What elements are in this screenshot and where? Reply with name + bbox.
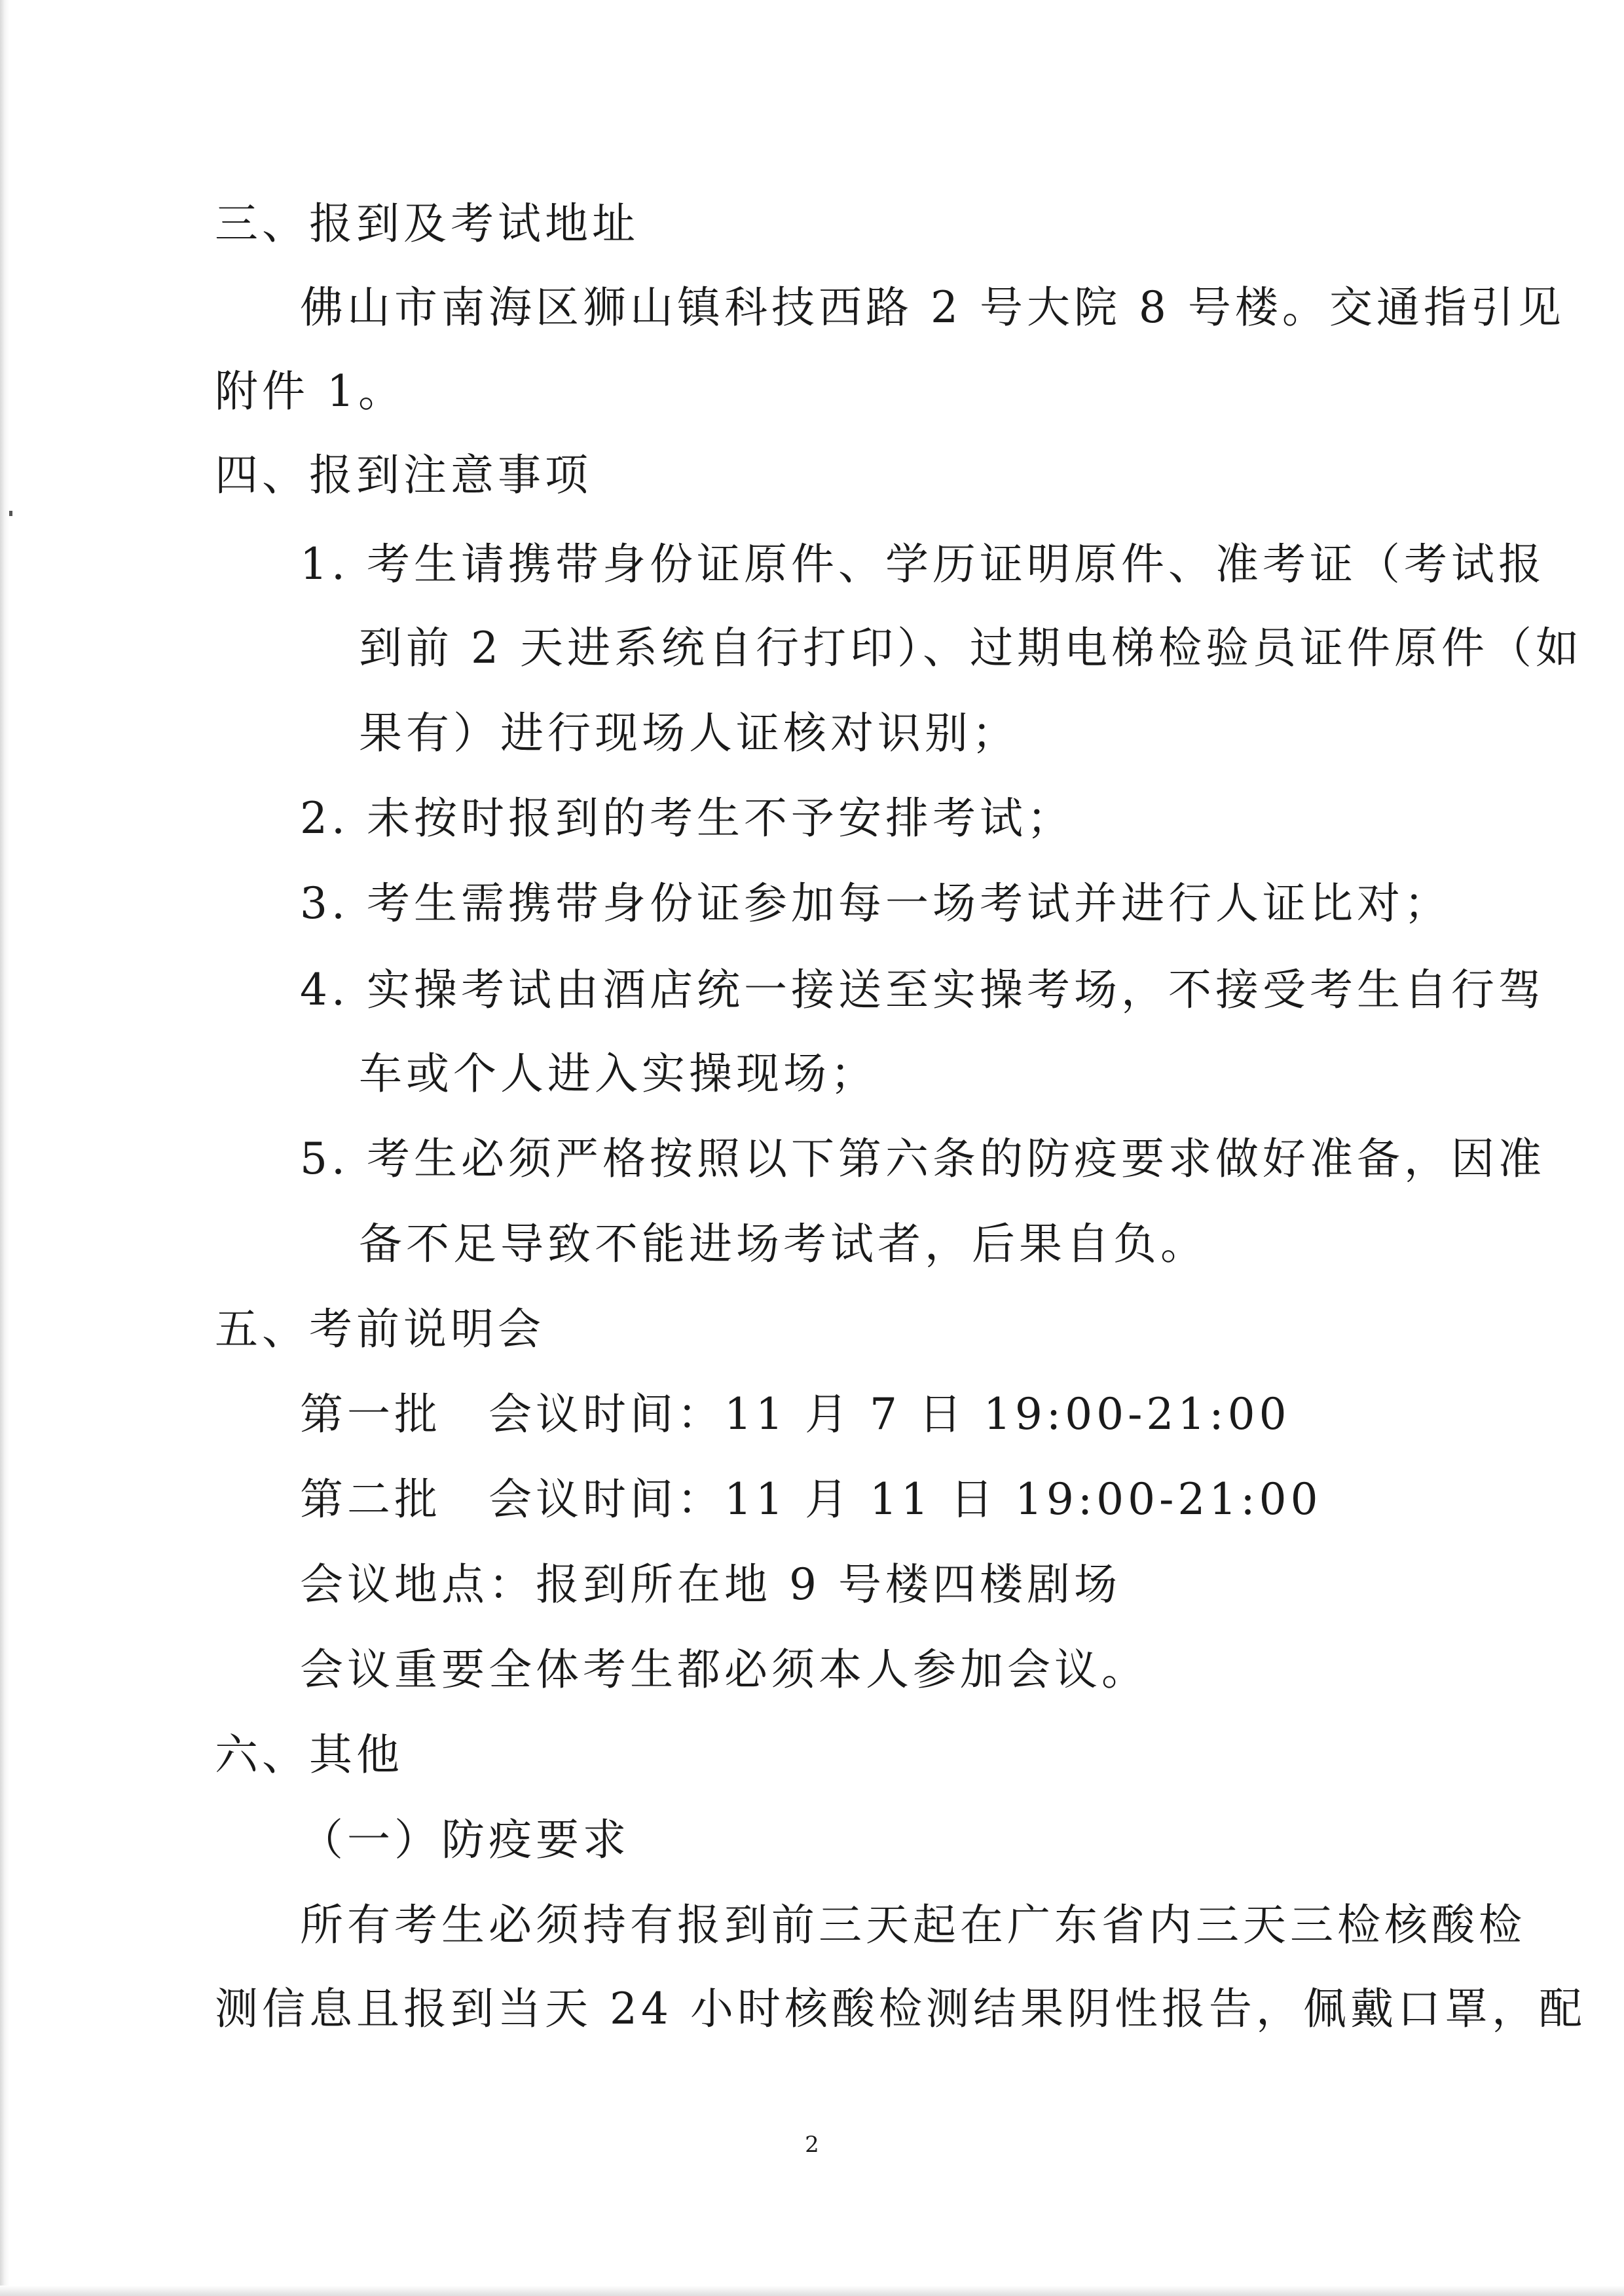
meeting-attendance-note: 会议重要全体考生都必须本人参加会议。	[300, 1644, 1149, 1695]
scan-edge-shadow	[0, 0, 9, 2296]
meeting-batch-2: 第二批 会议时间：11 月 11 日 19:00-21:00	[300, 1474, 1322, 1525]
scan-edge-shadow	[0, 2286, 1624, 2296]
notice-item-1-continuation: 到前 2 天进系统自行打印）、过期电梯检验员证件原件（如	[359, 623, 1583, 673]
notice-item-4: 4. 实操考试由酒店统一接送至实操考场，不接受考生自行驾	[300, 965, 1545, 1015]
epidemic-paragraph-continuation: 测信息且报到当天 24 小时核酸检测结果阴性报告，佩戴口罩，配	[215, 1984, 1586, 2034]
subheading-epidemic-requirements: （一）防疫要求	[300, 1815, 630, 1865]
meeting-location: 会议地点：报到所在地 9 号楼四楼剧场	[300, 1559, 1121, 1610]
meeting-batch-1: 第一批 会议时间：11 月 7 日 19:00-21:00	[300, 1389, 1291, 1439]
notice-item-5-continuation: 备不足导致不能进场考试者，后果自负。	[359, 1219, 1208, 1269]
address-paragraph-continuation: 附件 1。	[215, 366, 405, 417]
heading-registration-address: 三、报到及考试地址	[215, 198, 639, 249]
notice-item-5: 5. 考生必须严格按照以下第六条的防疫要求做好准备，因准	[300, 1134, 1545, 1184]
notice-item-1-continuation: 果有）进行现场人证核对识别；	[359, 708, 1019, 758]
heading-registration-notes: 四、报到注意事项	[215, 450, 592, 500]
notice-item-1: 1. 考生请携带身份证原件、学历证明原件、准考证（考试报	[300, 539, 1545, 589]
notice-item-4-continuation: 车或个人进入实操现场；	[359, 1048, 877, 1099]
scan-speck	[9, 511, 12, 516]
heading-other: 六、其他	[215, 1730, 403, 1780]
epidemic-paragraph: 所有考生必须持有报到前三天起在广东省内三天三检核酸检	[300, 1900, 1526, 1950]
page-number: 2	[805, 2132, 819, 2158]
notice-item-2: 2. 未按时报到的考生不予安排考试；	[300, 793, 1074, 843]
notice-item-3: 3. 考生需携带身份证参加每一场考试并进行人证比对；	[300, 878, 1451, 929]
heading-pre-exam-meeting: 五、考前说明会	[215, 1304, 545, 1354]
address-paragraph: 佛山市南海区狮山镇科技西路 2 号大院 8 号楼。交通指引见	[300, 282, 1565, 333]
